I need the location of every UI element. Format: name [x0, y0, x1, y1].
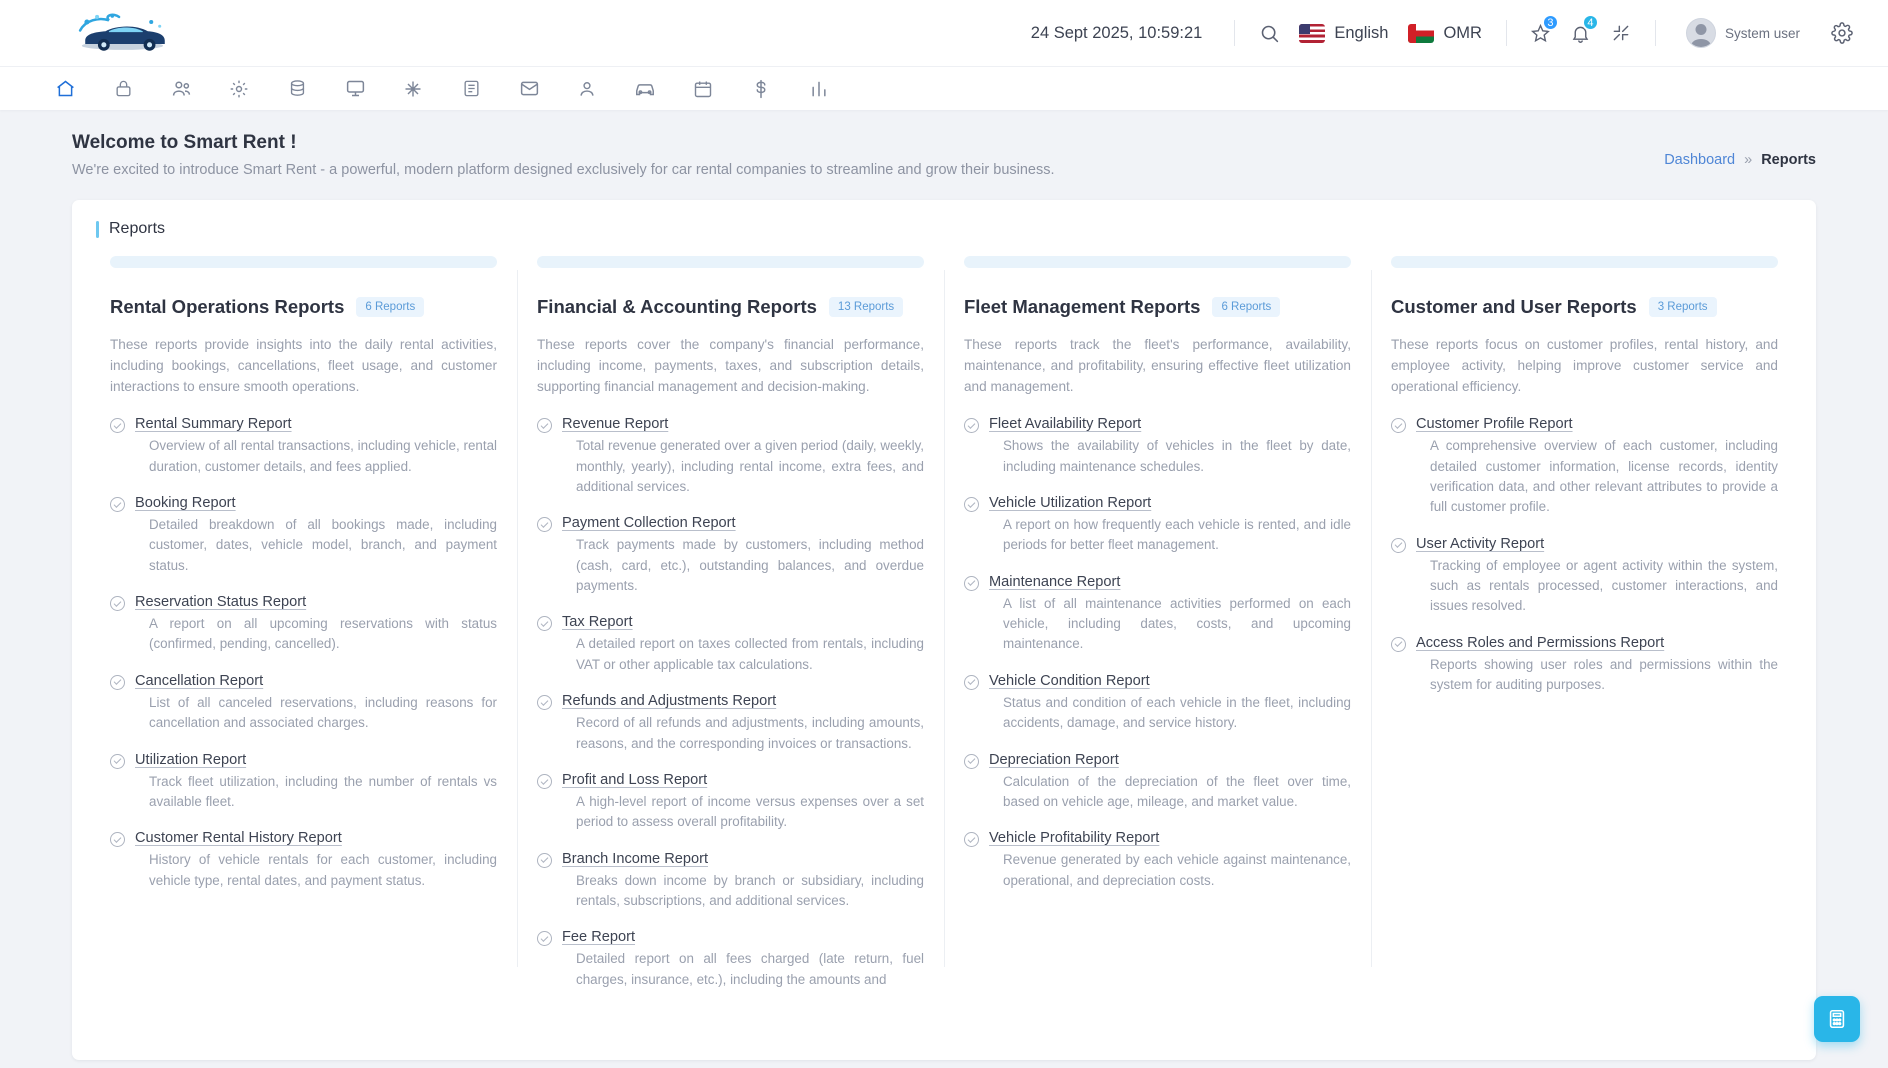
panel-header: [72, 200, 1816, 256]
column-title: Customer and User Reports: [1391, 296, 1637, 317]
report-body: [135, 593, 497, 655]
report-link[interactable]: Reservation Status Report: [135, 594, 307, 611]
report-description: A report on all upcoming reservations with status (confirmed, pending, cancelled).: [149, 616, 497, 652]
report-link[interactable]: Maintenance Report: [989, 573, 1121, 590]
datetime-display: 24 Sept 2025, 10:59:21: [1030, 23, 1203, 42]
report-body: [135, 494, 497, 576]
check-circle-icon: [110, 754, 125, 769]
report-description: Total revenue generated over a given period (daily, weekly, monthly, yearly), including rental income, extra fees, and additional services.: [576, 438, 924, 494]
welcome-subtitle: We're excited to introduce Smart Rent - a powerful, modern platform designed exclusively for car rental companies to streamline and grow their business.: [72, 162, 1055, 178]
column-header: [110, 296, 497, 318]
top-bar: [0, 0, 1888, 66]
column-description: These reports cover the company's financial performance, including income, payments, taxes, and subscription details, supporting financial management and decision-making.: [537, 337, 924, 395]
page-title: Welcome to Smart Rent !: [72, 132, 297, 153]
report-body: [562, 514, 924, 596]
check-circle-icon: [1391, 538, 1406, 553]
monitor-icon[interactable]: [342, 76, 368, 102]
report-item[interactable]: [964, 672, 1351, 734]
column-header: [1391, 296, 1778, 318]
report-link[interactable]: Booking Report: [135, 494, 236, 511]
report-link[interactable]: Rental Summary Report: [135, 416, 292, 433]
column-count-badge: 3 Reports: [1649, 297, 1717, 317]
favorites-icon[interactable]: [1521, 13, 1561, 53]
report-link[interactable]: Depreciation Report: [989, 751, 1119, 768]
panel-title: Reports: [109, 220, 166, 237]
report-item[interactable]: [537, 928, 924, 990]
check-circle-icon: [1391, 637, 1406, 652]
report-description: History of vehicle rentals for each customer, including vehicle type, rental dates, and payment status.: [149, 852, 497, 888]
report-description: Reports showing user roles and permissions within the system for auditing purposes.: [1430, 656, 1778, 693]
report-description: List of all canceled reservations, including reasons for cancellation and associated charges.: [149, 694, 497, 731]
report-item[interactable]: [110, 494, 497, 576]
divider: [1234, 20, 1235, 46]
column-description: These reports track the fleet's performance, availability, maintenance, and profitability, ensuring effective fleet utilization and management.: [964, 337, 1351, 395]
language-label: English: [1334, 23, 1389, 42]
breadcrumb-separator: »: [1744, 152, 1753, 168]
report-link[interactable]: Refunds and Adjustments Report: [562, 693, 777, 710]
report-body: [135, 672, 497, 734]
column-title: Rental Operations Reports: [110, 296, 345, 317]
notifications-icon[interactable]: [1561, 13, 1601, 53]
search-icon[interactable]: [1249, 13, 1289, 53]
report-body: [562, 692, 924, 754]
report-item[interactable]: [110, 751, 497, 813]
database-icon[interactable]: [284, 76, 310, 102]
breadcrumb-dashboard[interactable]: Dashboard: [1664, 152, 1736, 168]
calculator-icon: [1826, 1008, 1848, 1030]
report-item[interactable]: [964, 751, 1351, 813]
report-description: A detailed report on taxes collected from rentals, including VAT or other applicable tax calculations.: [576, 636, 924, 672]
report-column: [944, 256, 1371, 1007]
mail-icon[interactable]: [516, 76, 542, 102]
column-accent-bar: [964, 256, 1351, 268]
report-body: [562, 613, 924, 675]
gear-icon[interactable]: [226, 76, 252, 102]
report-link[interactable]: Utilization Report: [135, 751, 247, 768]
person-icon[interactable]: [574, 76, 600, 102]
report-link[interactable]: Customer Profile Report: [1416, 416, 1573, 433]
welcome-section: [0, 110, 1888, 178]
app-logo[interactable]: [0, 8, 180, 58]
check-circle-icon: [964, 497, 979, 512]
report-description: Tracking of employee or agent activity within the system, such as rentals processed, customer interactions, and issues resolved.: [1430, 557, 1778, 614]
report-link[interactable]: Customer Rental History Report: [135, 830, 342, 847]
report-item[interactable]: [110, 415, 497, 477]
check-circle-icon: [964, 418, 979, 433]
dollar-icon[interactable]: [748, 76, 774, 102]
report-item[interactable]: [110, 829, 497, 891]
column-accent-bar: [537, 256, 924, 268]
report-link[interactable]: Branch Income Report: [562, 850, 709, 867]
report-body: [989, 573, 1351, 655]
report-description: Record of all refunds and adjustments, including amounts, reasons, and the corresponding invoices or transactions.: [576, 715, 924, 751]
report-item[interactable]: [964, 829, 1351, 891]
check-circle-icon: [964, 576, 979, 591]
report-description: Detailed report on all fees charged (late return, fuel charges, insurance, etc.), including the amounts and: [576, 951, 924, 987]
report-description: Track fleet utilization, including the number of rentals vs available fleet.: [149, 773, 497, 809]
sparkle-icon[interactable]: [400, 76, 426, 102]
report-item[interactable]: [537, 692, 924, 754]
check-circle-icon: [964, 675, 979, 690]
check-circle-icon: [537, 931, 552, 946]
report-body: [989, 751, 1351, 813]
check-circle-icon: [964, 832, 979, 847]
column-accent-bar: [110, 256, 497, 268]
report-description: Breaks down income by branch or subsidiary, including rentals, subscriptions, and additional services.: [576, 872, 924, 909]
report-description: Revenue generated by each vehicle against maintenance, operational, and depreciation costs.: [1003, 852, 1351, 888]
report-body: [989, 494, 1351, 556]
report-item[interactable]: [964, 415, 1351, 477]
breadcrumb: [1664, 152, 1816, 168]
report-description: Calculation of the depreciation of the fleet over time, based on vehicle age, mileage, and market value.: [1003, 773, 1351, 809]
chart-icon[interactable]: [806, 76, 832, 102]
column-title: Fleet Management Reports: [964, 296, 1201, 317]
user-name-label: System user: [1724, 25, 1800, 41]
currency-selector[interactable]: [1408, 24, 1482, 43]
column-count-badge: 13 Reports: [829, 297, 903, 317]
check-circle-icon: [110, 497, 125, 512]
check-circle-icon: [537, 695, 552, 710]
report-body: [1416, 535, 1778, 617]
report-description: Shows the availability of vehicles in the fleet by date, including maintenance schedules.: [1003, 438, 1351, 474]
check-circle-icon: [110, 418, 125, 433]
report-item[interactable]: [537, 771, 924, 833]
report-body: [562, 771, 924, 833]
column-accent-bar: [1391, 256, 1778, 268]
collapse-icon[interactable]: [1601, 13, 1641, 53]
check-circle-icon: [110, 596, 125, 611]
report-body: [1416, 634, 1778, 696]
column-header: [964, 296, 1351, 318]
report-body: [562, 928, 924, 990]
report-body: [989, 829, 1351, 891]
report-link[interactable]: Vehicle Utilization Report: [989, 494, 1152, 511]
report-link[interactable]: Vehicle Profitability Report: [989, 830, 1160, 847]
check-circle-icon: [537, 774, 552, 789]
report-item[interactable]: [110, 672, 497, 734]
calendar-icon[interactable]: [690, 76, 716, 102]
us-flag-icon: [1299, 24, 1325, 43]
column-header: [537, 296, 924, 318]
list-icon[interactable]: [458, 76, 484, 102]
report-item[interactable]: [1391, 535, 1778, 617]
report-description: Status and condition of each vehicle in the fleet, including accidents, damage, and service history.: [1003, 694, 1351, 731]
home-icon[interactable]: [52, 76, 78, 102]
gear-icon[interactable]: [1822, 13, 1862, 53]
top-bar-right: [1031, 13, 1862, 53]
report-item[interactable]: [537, 415, 924, 497]
report-item[interactable]: [110, 593, 497, 655]
report-description: Overview of all rental transactions, including vehicle, rental duration, customer details, and fees applied.: [149, 438, 497, 474]
main-nav: [0, 66, 1888, 110]
report-column: [517, 256, 944, 1007]
check-circle-icon: [110, 832, 125, 847]
report-body: [135, 415, 497, 477]
report-link[interactable]: Tax Report: [562, 614, 633, 631]
check-circle-icon: [964, 754, 979, 769]
report-item[interactable]: [537, 514, 924, 596]
check-circle-icon: [110, 675, 125, 690]
smart-rent-logo-icon: [70, 8, 180, 58]
report-link[interactable]: Vehicle Condition Report: [989, 672, 1150, 689]
report-link[interactable]: Fleet Availability Report: [989, 416, 1142, 433]
report-description: A high-level report of income versus expenses over a set period to assess overall profitability.: [576, 793, 924, 830]
report-description: Detailed breakdown of all bookings made, including customer, dates, vehicle model, branch, and payment status.: [149, 516, 497, 573]
divider: [1506, 20, 1507, 46]
report-description: A comprehensive overview of each customer, including detailed customer information, license records, identity verification data, and other relevant attributes to provide a full customer profile.: [1430, 438, 1778, 515]
column-description: These reports provide insights into the daily rental activities, including bookings, cancellations, fleet usage, and customer interactions to ensure smooth operations.: [110, 337, 497, 395]
report-columns: [72, 256, 1816, 1027]
panel-accent-bar: [96, 221, 99, 238]
breadcrumb-current: Reports: [1761, 152, 1816, 168]
report-item[interactable]: [964, 573, 1351, 655]
avatar: [1686, 18, 1716, 48]
users-icon[interactable]: [168, 76, 194, 102]
divider: [1655, 20, 1656, 46]
car-icon[interactable]: [632, 76, 658, 102]
favorites-badge: 3: [1542, 14, 1559, 31]
report-body: [562, 850, 924, 912]
column-count-badge: 6 Reports: [1212, 297, 1280, 317]
report-body: [135, 829, 497, 891]
check-circle-icon: [537, 517, 552, 532]
check-circle-icon: [537, 418, 552, 433]
oman-flag-icon: [1408, 24, 1434, 43]
currency-label: OMR: [1443, 23, 1482, 42]
column-count-badge: 6 Reports: [356, 297, 424, 317]
report-column: [90, 256, 517, 1007]
report-body: [135, 751, 497, 813]
report-item[interactable]: [964, 494, 1351, 556]
language-selector[interactable]: [1299, 24, 1388, 43]
calculator-fab-button[interactable]: [1814, 996, 1860, 1042]
check-circle-icon: [1391, 418, 1406, 433]
report-item[interactable]: [1391, 634, 1778, 696]
report-description: A list of all maintenance activities performed on each vehicle, including dates, costs, and upcoming maintenance.: [1003, 595, 1351, 652]
report-item[interactable]: [1391, 415, 1778, 518]
notifications-badge: 4: [1582, 14, 1599, 31]
column-title: Financial & Accounting Reports: [537, 296, 817, 317]
check-circle-icon: [537, 853, 552, 868]
report-link[interactable]: Access Roles and Permissions Report: [1416, 634, 1665, 651]
report-body: [989, 672, 1351, 734]
report-description: Track payments made by customers, including method (cash, card, etc.), outstanding balances, and overdue payments.: [576, 537, 924, 594]
report-link[interactable]: Cancellation Report: [135, 672, 264, 689]
report-link[interactable]: Profit and Loss Report: [562, 771, 708, 788]
report-link[interactable]: Fee Report: [562, 929, 636, 946]
check-circle-icon: [537, 616, 552, 631]
report-description: A report on how frequently each vehicle is rented, and idle periods for better fleet management.: [1003, 516, 1351, 553]
report-link[interactable]: Revenue Report: [562, 416, 669, 433]
report-body: [1416, 415, 1778, 518]
lock-icon[interactable]: [110, 76, 136, 102]
report-link[interactable]: Payment Collection Report: [562, 515, 736, 532]
report-body: [562, 415, 924, 497]
report-link[interactable]: User Activity Report: [1416, 535, 1545, 552]
report-body: [989, 415, 1351, 477]
column-description: These reports focus on customer profiles, rental history, and employee activity, helping improve customer service and operational efficiency.: [1391, 337, 1778, 395]
user-menu[interactable]: [1686, 18, 1800, 48]
report-column: [1371, 256, 1798, 1007]
reports-panel: [72, 200, 1816, 1060]
report-item[interactable]: [537, 613, 924, 675]
report-item[interactable]: [537, 850, 924, 912]
